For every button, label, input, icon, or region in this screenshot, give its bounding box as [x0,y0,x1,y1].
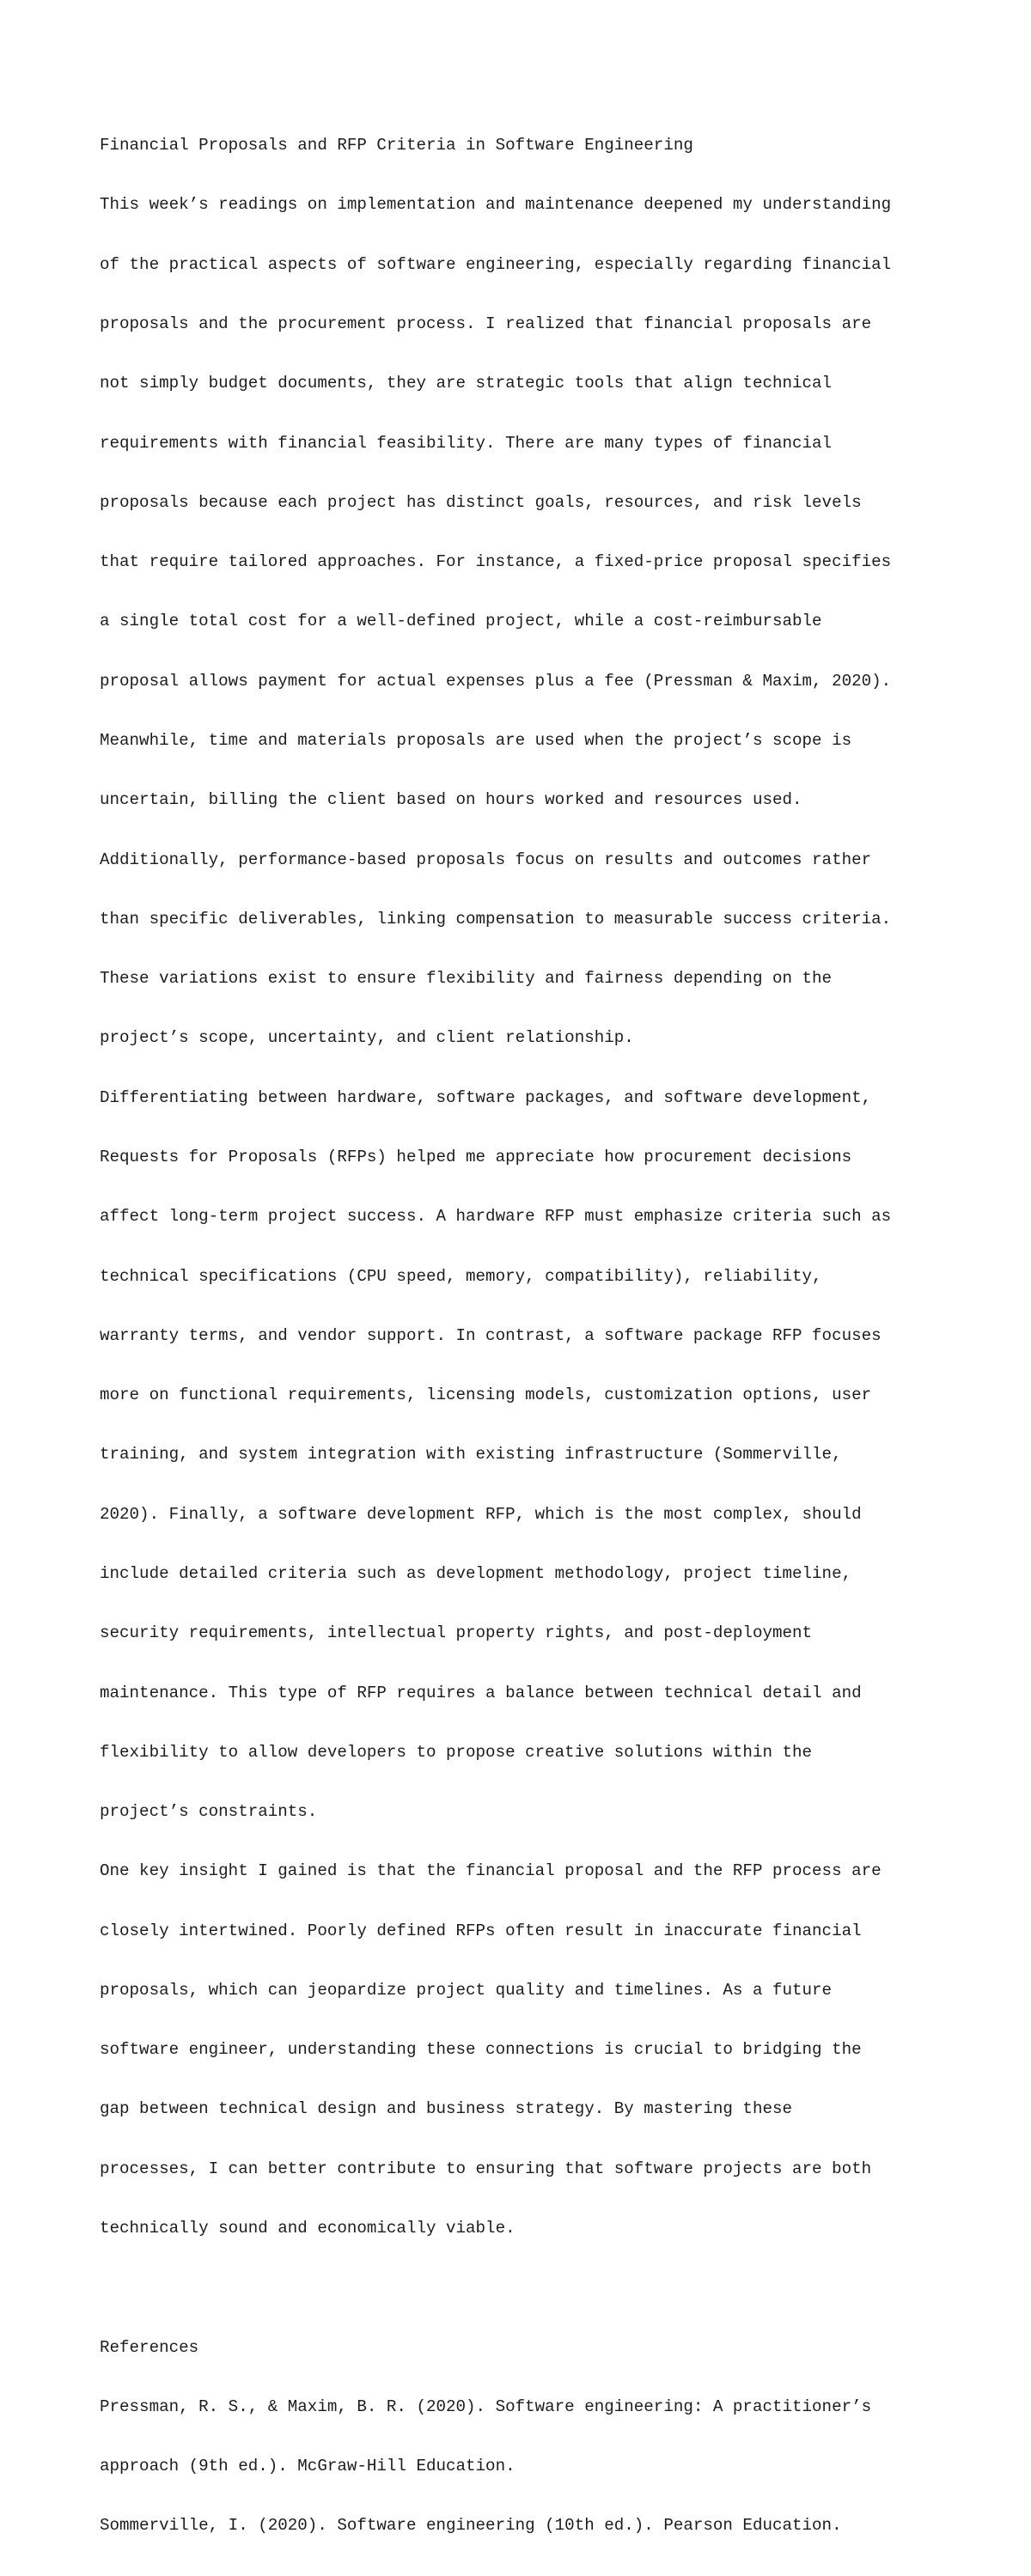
body-line: closely intertwined. Poorly defined RFPs often result in inaccurate financial [100,1921,862,1940]
blank-line [100,2278,959,2298]
body-line: technical specifications (CPU speed, memory, compatibility), reliability, [100,1266,822,1286]
body-line: project’s constraints. [100,1802,318,1822]
body-line: that require tailored approaches. For instance, a fixed-price proposal specifies [100,552,892,572]
body-line: processes, I can better contribute to ensuring that software projects are both [100,2159,872,2178]
reference-line: Sommerville, I. (2020). Software engineering (10th ed.). Pearson Education. [100,2516,842,2536]
body-line: technically sound and economically viable. [100,2219,516,2238]
body-line: project’s scope, uncertainty, and client relationship. [100,1028,634,1048]
body-line: Additionally, performance-based proposals focus on results and outcomes rather [100,850,872,869]
references-heading: References [100,2337,199,2357]
body-line: flexibility to allow developers to propose creative solutions within the [100,1742,813,1762]
body-line: proposals, which can jeopardize project quality and timelines. As a future [100,1980,833,2000]
body-line: warranty terms, and vendor support. In contrast, a software package RFP focuses [100,1325,882,1345]
body-line: This week’s readings on implementation and maintenance deepened my understanding [100,195,892,215]
body-line: include detailed criteria such as development methodology, project timeline, [100,1563,852,1583]
body-line: security requirements, intellectual property rights, and post-deployment [100,1623,813,1643]
reference-line: approach (9th ed.). McGraw-Hill Education. [100,2457,516,2476]
body-line: gap between technical design and business strategy. By mastering these [100,2099,793,2119]
body-line: Meanwhile, time and materials proposals are used when the project’s scope is [100,731,852,750]
body-line: software engineer, understanding these connections is crucial to bridging the [100,2040,862,2060]
body-line: Differentiating between hardware, software packages, and software development, [100,1087,872,1107]
body-line: requirements with financial feasibility. There are many types of financial [100,433,833,453]
body-line: maintenance. This type of RFP requires a balance between technical detail and [100,1683,862,1702]
body-line: of the practical aspects of software engineering, especially regarding financial [100,254,892,274]
body-line: proposal allows payment for actual expenses plus a fee (Pressman & Maxim, 2020). [100,671,892,691]
body-line: proposals and the procurement process. I realized that financial proposals are [100,314,872,334]
body-line: uncertain, billing the client based on hours worked and resources used. [100,790,802,810]
document-text [100,96,959,2576]
body-line: affect long-term project success. A hardware RFP must emphasize criteria such as [100,1207,892,1227]
body-line: One key insight I gained is that the financial proposal and the RFP process are [100,1861,882,1881]
body-line: than specific deliverables, linking compensation to measurable success criteria. [100,909,892,929]
body-line: not simply budget documents, they are strategic tools that align technical [100,374,833,393]
body-line: a single total cost for a well-defined project, while a cost-reimbursable [100,612,822,631]
body-line: proposals because each project has distinct goals, resources, and risk levels [100,492,862,512]
reference-line: Pressman, R. S., & Maxim, B. R. (2020). Software engineering: A practitioner’s [100,2396,872,2416]
body-line: more on functional requirements, licensing models, customization options, user [100,1385,872,1405]
body-line: 2020). Finally, a software development RFP, which is the most complex, should [100,1504,862,1524]
body-line: Requests for Proposals (RFPs) helped me appreciate how procurement decisions [100,1147,852,1166]
document-title: Financial Proposals and RFP Criteria in Software Engineering [100,136,693,155]
body-line: training, and system integration with existing infrastructure (Sommerville, [100,1445,842,1465]
body-line: These variations exist to ensure flexibility and fairness depending on the [100,969,833,989]
